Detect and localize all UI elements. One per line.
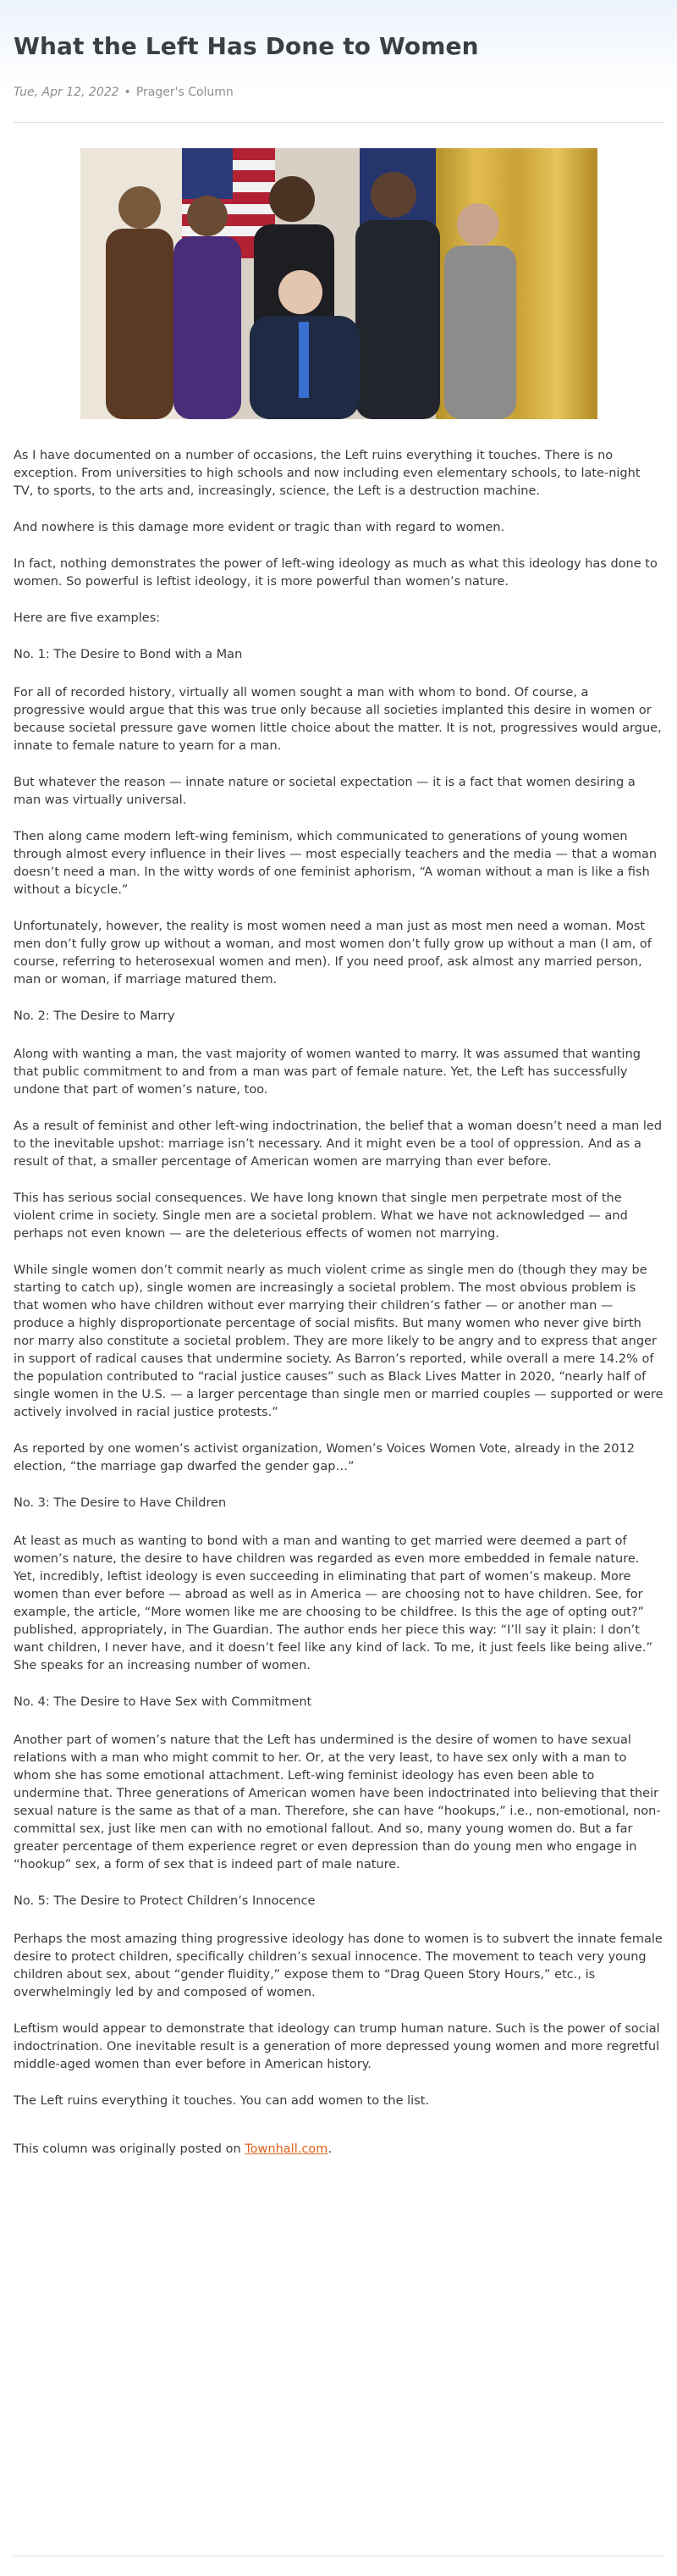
paragraph: Unfortunately, however, the reality is most women need a man just as most men need a woman. Most men don’t fully grow up without a woman, and most women don’t fully grow up without a man (I am, of course, referring to heterosexual women and men). If you need proof, ask almost any married person, man or woman, if marriage matured them. xyxy=(14,920,652,987)
section-heading: No. 5: The Desire to Protect Children’s Innocence xyxy=(14,1894,316,1908)
header-divider xyxy=(14,122,663,123)
paragraph: In fact, nothing demonstrates the power of left-wing ideology as much as what this ideology has done to women. So powerful is leftist ideology, it is more powerful than women’s nature. xyxy=(14,557,658,589)
section-heading: No. 4: The Desire to Have Sex with Commitment xyxy=(14,1695,312,1709)
article-header xyxy=(0,0,677,99)
paragraph: But whatever the reason — innate nature or societal expectation — it is a fact that women desiring a man was virtually universal. xyxy=(14,776,636,807)
article-title: What the Left Has Done to Women xyxy=(14,32,479,60)
source-note xyxy=(14,2141,663,2159)
article-date: Tue, Apr 12, 2022 xyxy=(14,86,119,99)
paragraph: As a result of feminist and other left-wing indoctrination, the belief that a woman doesn’t need a man led to the inevitable upshot: marriage isn’t necessary. And it might even be a tool of oppression. And as a result of that, a smaller percentage of American women are marrying than ever before. xyxy=(14,1119,663,1169)
paragraph: And nowhere is this damage more evident or tragic than with regard to women. xyxy=(14,521,505,534)
townhall-link[interactable]: Townhall.com xyxy=(245,2142,328,2156)
source-note-prefix: This column was originally posted on xyxy=(14,2142,245,2156)
paragraph: Another part of women’s nature that the Left has undermined is the desire of women to have sexual relations with a man who might commit to her. Or, at the very least, to have sex only with a man to whom she has some emotional attachment. Left-wing feminist ideology has even been able to undermine that. Three generations of American women have been indoctrinated into believing that their sexual nature is the same as that of a man. Therefore, she can have “hookups,” i.e., non-emotional, non-committal sex, just like men can with no emotional fallout. And so, many young women do. But a far greater percentage of them experience regret or even depression than do young men who engage in “hookup” sex, a form of sex that is indeed part of male nature. xyxy=(14,1733,661,1871)
paragraph: Then along came modern left-wing feminism, which communicated to generations of young women through almost every influence in their lives — most especially teachers and the media — that a woman doesn’t need a man. In the witty words of one feminist aphorism, “A woman without a man is like a fish without a bicycle.” xyxy=(14,830,658,897)
paragraph: This has serious social consequences. We have long known that single men perpetrate most of the violent crime in society. Single men are a societal problem. What we have not acknowledged — and perhaps not even known — are the deleterious effects of women not marrying. xyxy=(14,1191,628,1241)
source-note-suffix: . xyxy=(327,2142,332,2156)
paragraph: While single women don’t commit nearly as much violent crime as single men do (though they may be starting to catch up), single women are increasingly a societal problem. The most obvious problem is that women who have children without ever marrying their children’s father — or another man — produce a highly disproportionate percentage of social misfits. But many women who never give birth nor marry also constitute a societal problem. They are more likely to be angry and to express that anger in support of radical causes that undermine society. As Barron’s reported, while overall a mere 14.2% of the population contributed to “racial justice causes” such as Black Lives Matter in 2020, “nearly half of single women in the U.S. — a larger percentage than single men or married couples — supported or were actively involved in racial justice protests.” xyxy=(14,1263,663,1419)
paragraph: Perhaps the most amazing thing progressive ideology has done to women is to subvert the innate female desire to protect children, specifically children’s sexual innocence. The movement to teach very young children about sex, about “gender fluidity,” expose them to “Drag Queen Story Hours,” etc., is overwhelmingly led by and composed of women. xyxy=(14,1932,663,1999)
paragraph: As reported by one women’s activist organization, Women’s Voices Women Vote, already in the 2012 election, “the marriage gap dwarfed the gender gap…” xyxy=(14,1442,635,1473)
paragraph: Here are five examples: xyxy=(14,611,161,625)
article-body xyxy=(0,447,677,2159)
section-heading: No. 1: The Desire to Bond with a Man xyxy=(14,648,243,661)
section-heading: No. 3: The Desire to Have Children xyxy=(14,1496,227,1510)
photo-illustration xyxy=(80,148,597,419)
paragraph: For all of recorded history, virtually all women sought a man with whom to bond. Of course, a progressive would argue that this was true only because all societies implanted this desire in women or because societal pressure gave women little choice about the matter. It is not, progressives would argue, innate to female nature to yearn for a man. xyxy=(14,686,662,753)
section-heading: No. 2: The Desire to Marry xyxy=(14,1009,175,1023)
footer-divider xyxy=(14,2556,663,2557)
article-meta xyxy=(14,86,663,99)
meta-separator: • xyxy=(124,86,131,99)
paragraph: As I have documented on a number of occasions, the Left ruins everything it touches. There is no exception. From universities to high schools and now including even elementary schools, to late-night TV, to sports, to the arts and, increasingly, science, the Left is a destruction machine. xyxy=(14,449,641,498)
article-photo xyxy=(80,148,597,419)
paragraph: The Left ruins everything it touches. You can add women to the list. xyxy=(14,2094,430,2108)
paragraph: Leftism would appear to demonstrate that ideology can trump human nature. Such is the power of social indoctrination. One inevitable result is a generation of more depressed young women and more regretful middle-aged women than ever before in American history. xyxy=(14,2022,660,2071)
column-name: Prager's Column xyxy=(135,86,234,99)
paragraph: Along with wanting a man, the vast majority of women wanted to marry. It was assumed that wanting that public commitment to and from a man was part of female nature. Yet, the Left has successfully undone that part of women’s nature, too. xyxy=(14,1048,641,1097)
paragraph: At least as much as wanting to bond with a man and wanting to get married were deemed a part of women’s nature, the desire to have children was regarded as even more embedded in female nature. Yet, incredibly, leftist ideology is even succeeding in eliminating that part of women’s makeup. More women than ever before — abroad as well as in America — are choosing not to have children. See, for example, the article, “More women like me are choosing to be childfree. Is this the age of opting out?” published, appropriately, in The Guardian. The author ends her piece this way: “I’ll say it plain: I don’t want children, I never have, and it doesn’t feel like any kind of lack. To me, it just feels like being alive.” She speaks for an increasing number of women. xyxy=(14,1534,653,1672)
